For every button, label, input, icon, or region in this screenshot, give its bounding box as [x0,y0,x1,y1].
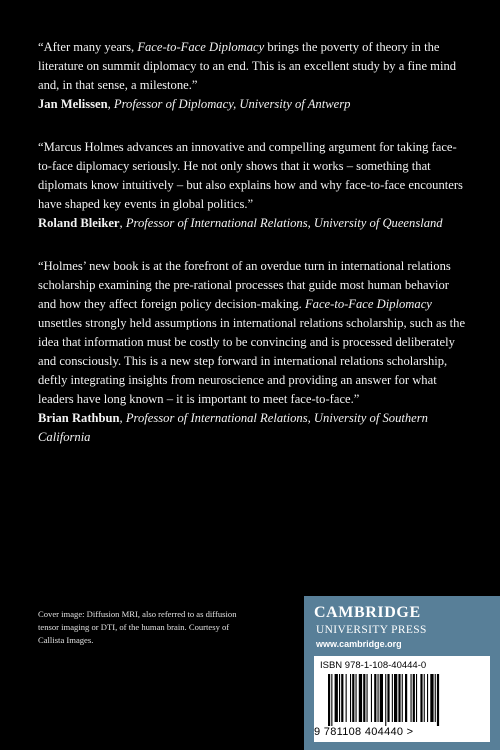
endorsement-quote [38,257,468,409]
endorsement-melissen [38,38,468,114]
barcode-digits: 9 781108 404440 > [314,726,414,738]
endorser-name: Jan Melissen [38,97,108,111]
publisher-url[interactable]: www.cambridge.org [316,639,402,649]
endorsement-attribution [38,409,468,447]
endorsement-attribution [38,214,468,233]
quote-text: brings the poverty of theory in the literature on summit diplomacy to an end. This is an excellent study by a fine mind and, in that sense, a milestone.” [38,40,457,92]
endorser-title: , Professor of Diplomacy, University of Antwerp [107,97,351,111]
quote-text: “Holmes’ new book is at the forefront of an overdue turn in international relations scholarship examining the pre-rational processes that guide most human behavior and how they affect foreign policy decision-making. [38,259,451,311]
quote-text: unsettles strongly held assumptions in international relations scholarship, such as the idea that information must be costly to be convincing and is processed deliberately and consciously. This is a new step forward in international relations scholarship, deftly integrating insights from neuroscience and providing an answer for what leaders have long known – it is important to meet face-to-face.” [38,316,466,406]
endorsement-rathbun [38,257,468,447]
endorser-name: Roland Bleiker [38,216,120,230]
book-title-italic: Face-to-Face Diplomacy [137,40,265,54]
publisher-name-subtitle: UNIVERSITY PRESS [316,624,427,636]
endorser-title: , Professor of International Relations, University of Southern California [38,411,428,444]
barcode-icon [326,674,478,726]
endorsement-quote: “Marcus Holmes advances an innovative and compelling argument for taking face-to-face diplomacy seriously. He not only shows that it works – something that diplomats know intuitively – but also explains how and why face-to-face encounters have shaped key events in global politics.” [38,140,463,211]
cover-image-credit: Cover image: Diffusion MRI, also referred to as diffusion tensor imaging or DTI, of the human brain. Courtesy of Callista Images. [38,609,237,645]
isbn-label: ISBN 978-1-108-40444-0 [320,660,427,671]
book-title-italic: Face-to-Face Diplomacy [304,297,432,311]
publisher-name: CAMBRIDGE [314,604,421,621]
endorser-name: Brian Rathbun [38,411,120,425]
endorsement-attribution [38,95,468,114]
publisher-panel [304,596,500,750]
endorsements [38,38,468,471]
endorsement-bleiker [38,138,468,233]
endorser-title: , Professor of International Relations, University of Queensland [119,216,443,230]
quote-text: “After many years, [38,40,138,54]
endorsement-quote [38,38,468,95]
barcode-panel [314,656,490,742]
